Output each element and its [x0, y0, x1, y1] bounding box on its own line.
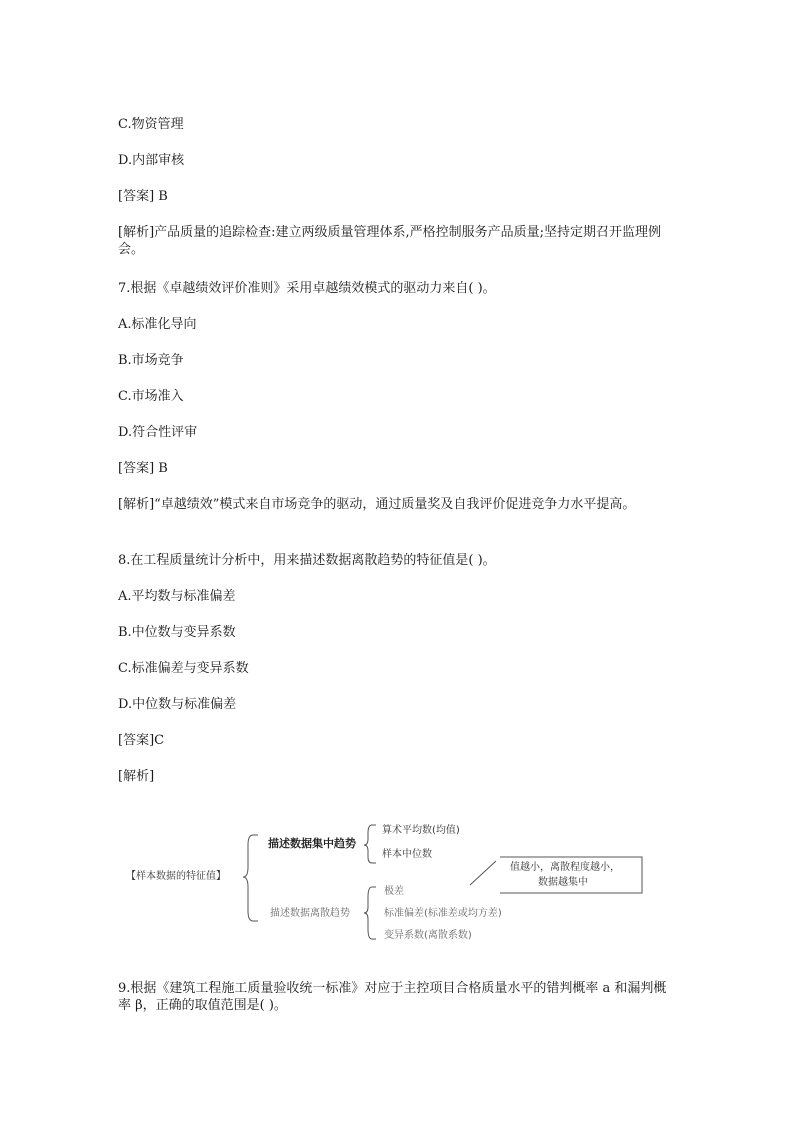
- q7-answer: [答案] B: [118, 461, 168, 476]
- q7-option-d: D.符合性评审: [118, 425, 198, 440]
- central-item-median: 样本中位数: [382, 849, 432, 860]
- dispersion-label: 描述数据离散趋势: [270, 908, 350, 919]
- line-answer: [答案] B: [118, 189, 168, 204]
- q8-option-a: A.平均数与标准偏差: [118, 589, 236, 604]
- q8-option-d: D.中位数与标准偏差: [118, 697, 237, 712]
- q7-explanation: [解析]“卓越绩效”模式来自市场竞争的驱动，通过质量奖及自我评价促进竞争力水平提高。: [118, 497, 636, 512]
- question-8: 8.在工程质量统计分析中，用来描述数据离散趋势的特征值是( )。: [118, 553, 496, 568]
- line-explanation: [解析]产品质量的追踪检查:建立两级质量管理体系,严格控制服务产品质量;坚持定期召开监理例会。: [118, 225, 662, 257]
- q7-option-b: B.市场竞争: [118, 353, 184, 368]
- root-label: 【样本数据的特征值】: [126, 871, 226, 882]
- stats-diagram: [118, 815, 678, 955]
- question-9: 9.根据《建筑工程施工质量验收统一标准》对应于主控项目合格质量水平的错判概率 a 和漏判概率 β，正确的取值范围是( )。: [118, 981, 667, 1013]
- central-item-mean: 算术平均数(均值): [382, 825, 460, 836]
- q7-option-a: A.标准化导向: [118, 317, 197, 332]
- line-d-option: D.内部审核: [118, 153, 185, 168]
- note-line-1: 值越小，离散程度越小，: [510, 862, 620, 873]
- q8-answer: [答案]C: [118, 733, 165, 748]
- line-c-option: C.物资管理: [118, 117, 184, 132]
- dispersion-item-std: 标准偏差(标准差或均方差): [384, 908, 502, 919]
- question-7: 7.根据《卓越绩效评价准则》采用卓越绩效模式的驱动力来自( )。: [118, 281, 496, 296]
- dispersion-item-range: 极差: [384, 886, 404, 897]
- dispersion-item-cv: 变异系数(离散系数): [384, 930, 472, 941]
- note-line-2: 数据越集中: [538, 877, 588, 888]
- central-tendency-label: 描述数据集中趋势: [268, 837, 356, 850]
- q8-option-c: C.标准偏差与变异系数: [118, 661, 249, 676]
- q7-option-c: C.市场准入: [118, 389, 184, 404]
- q8-option-b: B.中位数与变异系数: [118, 625, 236, 640]
- q8-explanation-label: [解析]: [118, 769, 155, 784]
